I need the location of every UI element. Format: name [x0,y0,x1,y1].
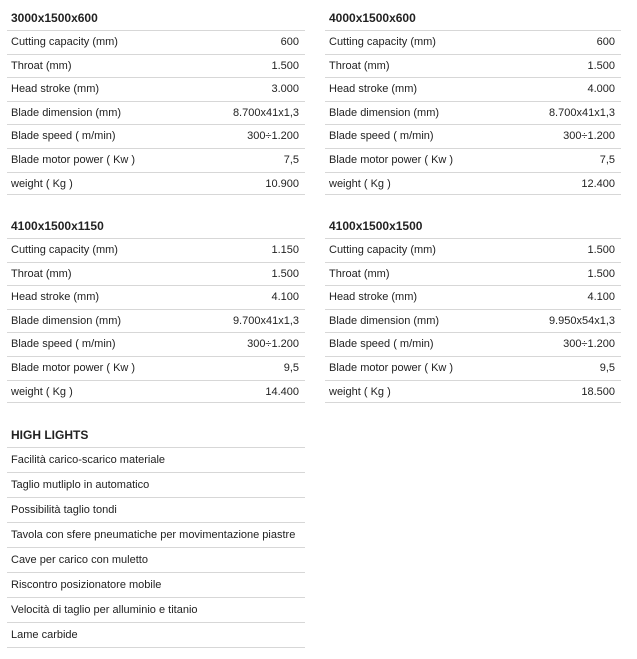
spec-value: 1.500 [271,267,299,280]
spec-value: 9,5 [283,361,299,374]
highlight-item: Cave per carico con muletto [7,547,305,572]
spec-row [325,124,621,148]
spec-value: 1.500 [271,59,299,72]
spec-value: 1.500 [587,59,615,72]
spec-label: Blade speed ( m/min) [11,338,116,351]
highlight-item: Taglio mutliplo in automatico [7,472,305,497]
spec-value: 600 [280,36,299,48]
spec-label: Blade motor power ( Kw ) [11,153,136,166]
spec-label: Cutting capacity (mm) [329,244,436,256]
spec-row [7,172,305,196]
spec-row [7,309,305,333]
highlight-item: Tavola con sfere pneumatiche per movimentazione piastre [7,522,305,547]
highlights-section [7,423,305,648]
spec-row [325,332,621,356]
spec-value: 9.700x41x1,3 [232,314,299,327]
spec-value: 1.500 [587,267,615,280]
spec-value: 9.950x54x1,3 [548,314,615,327]
spec-value: 300÷1.200 [563,338,615,351]
spec-label: Cutting capacity (mm) [11,36,118,48]
spec-label: Blade dimension (mm) [329,314,440,327]
spec-value: 300÷1.200 [247,130,299,143]
spec-row [325,101,621,125]
spec-value: 8.700x41x1,3 [232,106,299,119]
spec-label: Head stroke (mm) [11,83,100,96]
spec-row [325,356,621,380]
highlights-title: HIGH LIGHTS [11,428,89,442]
spec-label: weight ( Kg ) [329,177,391,190]
spec-value: 300÷1.200 [563,130,615,143]
spec-row [325,285,621,309]
spec-value: 7,5 [599,153,615,166]
spec-label: Blade speed ( m/min) [329,338,434,351]
highlight-item: Facilità carico-scarico materiale [7,447,305,472]
spec-value: 18.500 [581,385,615,398]
spec-table-title: 4000x1500x600 [329,11,416,25]
spec-value: 8.700x41x1,3 [548,106,615,119]
spec-value: 1.500 [587,244,615,256]
spec-label: Blade speed ( m/min) [329,130,434,143]
spec-value: 12.400 [581,177,615,190]
spec-row [325,238,621,262]
spec-row [325,30,621,54]
highlight-item: Riscontro posizionatore mobile [7,572,305,597]
spec-value: 600 [596,36,615,48]
spec-row [325,77,621,101]
spec-table-1 [7,6,305,195]
spec-label: Throat (mm) [11,59,72,72]
spec-value: 9,5 [599,361,615,374]
highlights-list [7,447,305,648]
spec-table-title: 4100x1500x1150 [11,219,104,233]
spec-value: 4.000 [587,83,615,96]
spec-label: Throat (mm) [329,267,390,280]
spec-row [325,54,621,78]
spec-row [7,54,305,78]
spec-row [7,332,305,356]
spec-row [7,148,305,172]
spec-row [7,238,305,262]
spec-rows [7,238,305,403]
spec-row [325,262,621,286]
spec-row [7,101,305,125]
spec-value: 4.100 [271,291,299,304]
highlight-item: Possibilità taglio tondi [7,497,305,522]
spec-label: Blade speed ( m/min) [11,130,116,143]
spec-label: Throat (mm) [11,267,72,280]
spec-label: Cutting capacity (mm) [11,244,118,256]
spec-label: Cutting capacity (mm) [329,36,436,48]
spec-label: Blade motor power ( Kw ) [11,361,136,374]
spec-label: Head stroke (mm) [11,291,100,304]
highlight-item: Lame carbide [7,622,305,648]
spec-label: Blade dimension (mm) [11,106,122,119]
spec-table-4 [325,214,621,403]
spec-table-title: 3000x1500x600 [11,11,98,25]
spec-value: 14.400 [265,385,299,398]
highlight-item: Velocità di taglio per alluminio e titanio [7,597,305,622]
spec-rows [325,30,621,195]
spec-label: Blade motor power ( Kw ) [329,361,454,374]
spec-rows [7,30,305,195]
spec-label: Blade dimension (mm) [329,106,440,119]
spec-row [325,172,621,196]
spec-value: 10.900 [265,177,299,190]
spec-label: weight ( Kg ) [11,385,73,398]
spec-table-2 [325,6,621,195]
spec-value: 300÷1.200 [247,338,299,351]
spec-row [325,309,621,333]
spec-row [7,77,305,101]
spec-row [7,356,305,380]
spec-rows [325,238,621,403]
spec-label: Blade motor power ( Kw ) [329,153,454,166]
spec-row [7,124,305,148]
spec-label: weight ( Kg ) [11,177,73,190]
spec-row [7,262,305,286]
spec-label: Head stroke (mm) [329,83,418,96]
spec-label: Head stroke (mm) [329,291,418,304]
spec-value: 7,5 [283,153,299,166]
spec-row [7,285,305,309]
spec-label: weight ( Kg ) [329,385,391,398]
spec-row [325,148,621,172]
spec-row [7,380,305,404]
spec-value: 4.100 [587,291,615,304]
spec-value: 1.150 [271,244,299,256]
spec-table-3 [7,214,305,403]
spec-value: 3.000 [271,83,299,96]
spec-table-title: 4100x1500x1500 [329,219,423,233]
spec-row [7,30,305,54]
spec-label: Blade dimension (mm) [11,314,122,327]
spec-row [325,380,621,404]
spec-label: Throat (mm) [329,59,390,72]
